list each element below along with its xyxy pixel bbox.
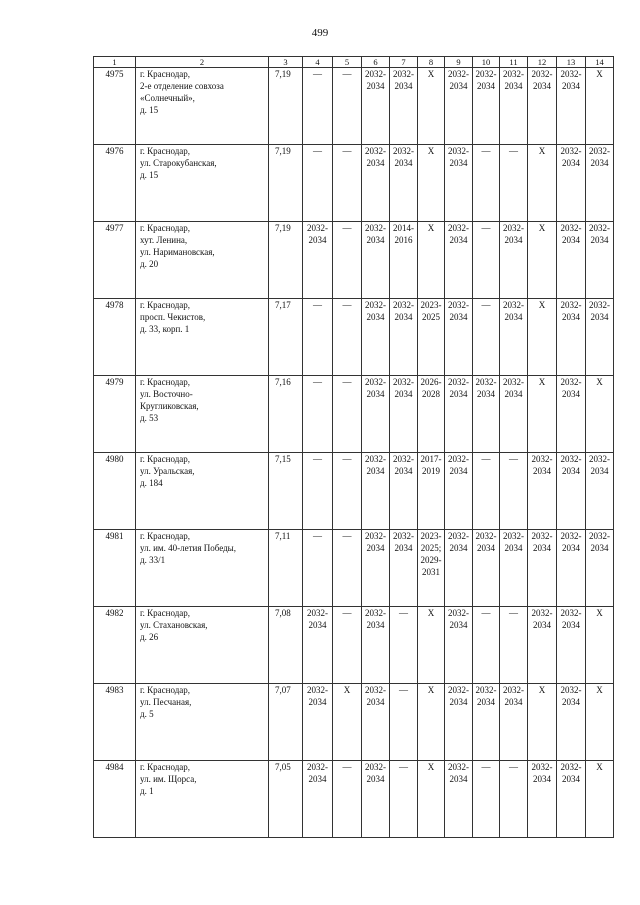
period-cell: — xyxy=(333,761,362,838)
address-cell: г. Краснодар, 2-е отделение совхоза «Солнечный», д. 15 xyxy=(136,68,269,145)
row-number-cell: 4980 xyxy=(94,453,136,530)
table-header-row xyxy=(94,57,614,68)
column-header: 7 xyxy=(390,57,418,68)
period-cell: 2032- 2034 xyxy=(557,530,586,607)
period-cell: 2032- 2034 xyxy=(445,222,473,299)
period-cell: 2032- 2034 xyxy=(586,222,614,299)
period-cell: X xyxy=(418,68,445,145)
period-cell: 2032- 2034 xyxy=(445,453,473,530)
period-cell: 2032- 2034 xyxy=(528,530,557,607)
row-number-cell: 4984 xyxy=(94,761,136,838)
period-cell: 2032- 2034 xyxy=(362,453,390,530)
address-cell: г. Краснодар, просп. Чекистов, д. 33, корп. 1 xyxy=(136,299,269,376)
period-cell: — xyxy=(333,68,362,145)
column-header: 2 xyxy=(136,57,269,68)
period-cell: 2032- 2034 xyxy=(557,376,586,453)
period-cell: — xyxy=(333,607,362,684)
period-cell: 2032- 2034 xyxy=(500,376,528,453)
period-cell: X xyxy=(586,684,614,761)
table-body xyxy=(94,68,614,838)
row-number-cell: 4981 xyxy=(94,530,136,607)
period-cell: X xyxy=(528,222,557,299)
period-cell: — xyxy=(500,453,528,530)
period-cell: X xyxy=(418,222,445,299)
period-cell: — xyxy=(500,607,528,684)
period-cell: — xyxy=(303,453,333,530)
period-cell: 2032- 2034 xyxy=(586,299,614,376)
area-cell: 7,19 xyxy=(269,68,303,145)
period-cell: 2032- 2034 xyxy=(500,68,528,145)
period-cell: X xyxy=(586,376,614,453)
period-cell: — xyxy=(303,68,333,145)
table-row xyxy=(94,684,614,761)
period-cell: — xyxy=(500,761,528,838)
area-cell: 7,17 xyxy=(269,299,303,376)
period-cell: 2032- 2034 xyxy=(362,222,390,299)
address-cell: г. Краснодар, ул. Уральская, д. 184 xyxy=(136,453,269,530)
period-cell: 2032- 2034 xyxy=(303,684,333,761)
period-cell: 2017- 2019 xyxy=(418,453,445,530)
period-cell: — xyxy=(390,684,418,761)
table-row xyxy=(94,761,614,838)
area-cell: 7,07 xyxy=(269,684,303,761)
table-row xyxy=(94,453,614,530)
column-header: 8 xyxy=(418,57,445,68)
row-number-cell: 4976 xyxy=(94,145,136,222)
period-cell: 2023- 2025; 2029- 2031 xyxy=(418,530,445,607)
period-cell: X xyxy=(418,684,445,761)
period-cell: 2032- 2034 xyxy=(557,607,586,684)
period-cell: — xyxy=(473,222,500,299)
period-cell: X xyxy=(586,68,614,145)
period-cell: 2032- 2034 xyxy=(303,607,333,684)
period-cell: 2032- 2034 xyxy=(586,145,614,222)
period-cell: X xyxy=(418,761,445,838)
period-cell: X xyxy=(528,299,557,376)
table-row xyxy=(94,68,614,145)
period-cell: X xyxy=(528,684,557,761)
period-cell: — xyxy=(473,761,500,838)
column-header: 3 xyxy=(269,57,303,68)
row-number-cell: 4978 xyxy=(94,299,136,376)
column-header: 12 xyxy=(528,57,557,68)
period-cell: 2032- 2034 xyxy=(557,68,586,145)
row-number-cell: 4977 xyxy=(94,222,136,299)
period-cell: 2023- 2025 xyxy=(418,299,445,376)
column-header: 5 xyxy=(333,57,362,68)
period-cell: — xyxy=(333,145,362,222)
area-cell: 7,19 xyxy=(269,145,303,222)
period-cell: 2032- 2034 xyxy=(557,222,586,299)
column-header: 6 xyxy=(362,57,390,68)
registry-table xyxy=(93,56,614,838)
period-cell: 2032- 2034 xyxy=(586,530,614,607)
period-cell: X xyxy=(418,607,445,684)
row-number-cell: 4975 xyxy=(94,68,136,145)
column-header: 14 xyxy=(586,57,614,68)
period-cell: 2032- 2034 xyxy=(445,299,473,376)
period-cell: — xyxy=(333,530,362,607)
column-header: 11 xyxy=(500,57,528,68)
address-cell: г. Краснодар, ул. Восточно- Кругликовская, д. 53 xyxy=(136,376,269,453)
period-cell: 2032- 2034 xyxy=(390,530,418,607)
column-header: 13 xyxy=(557,57,586,68)
period-cell: 2032- 2034 xyxy=(445,530,473,607)
period-cell: X xyxy=(586,607,614,684)
period-cell: 2032- 2034 xyxy=(390,145,418,222)
period-cell: — xyxy=(473,145,500,222)
period-cell: 2032- 2034 xyxy=(445,761,473,838)
period-cell: 2032- 2034 xyxy=(445,376,473,453)
row-number-cell: 4982 xyxy=(94,607,136,684)
period-cell: 2032- 2034 xyxy=(303,222,333,299)
area-cell: 7,11 xyxy=(269,530,303,607)
area-cell: 7,16 xyxy=(269,376,303,453)
table-row xyxy=(94,222,614,299)
period-cell: 2032- 2034 xyxy=(473,684,500,761)
area-cell: 7,15 xyxy=(269,453,303,530)
column-header: 4 xyxy=(303,57,333,68)
period-cell: 2032- 2034 xyxy=(362,145,390,222)
period-cell: 2032- 2034 xyxy=(445,68,473,145)
period-cell: 2032- 2034 xyxy=(473,68,500,145)
period-cell: 2032- 2034 xyxy=(528,68,557,145)
period-cell: — xyxy=(303,299,333,376)
period-cell: 2032- 2034 xyxy=(557,684,586,761)
row-number-cell: 4979 xyxy=(94,376,136,453)
period-cell: — xyxy=(303,376,333,453)
table-row xyxy=(94,607,614,684)
period-cell: 2032- 2034 xyxy=(586,453,614,530)
period-cell: 2032- 2034 xyxy=(500,222,528,299)
period-cell: 2032- 2034 xyxy=(362,684,390,761)
column-header: 10 xyxy=(473,57,500,68)
period-cell: 2032- 2034 xyxy=(500,299,528,376)
period-cell: X xyxy=(528,376,557,453)
period-cell: 2032- 2034 xyxy=(557,761,586,838)
period-cell: 2032- 2034 xyxy=(390,376,418,453)
area-cell: 7,19 xyxy=(269,222,303,299)
address-cell: г. Краснодар, ул. Песчаная, д. 5 xyxy=(136,684,269,761)
address-cell: г. Краснодар, ул. им. 40-летия Победы, д. 33/1 xyxy=(136,530,269,607)
period-cell: 2032- 2034 xyxy=(445,145,473,222)
table-row xyxy=(94,299,614,376)
period-cell: — xyxy=(303,145,333,222)
period-cell: 2032- 2034 xyxy=(528,453,557,530)
period-cell: 2032- 2034 xyxy=(557,453,586,530)
period-cell: X xyxy=(418,145,445,222)
period-cell: — xyxy=(333,222,362,299)
area-cell: 7,05 xyxy=(269,761,303,838)
period-cell: 2032- 2034 xyxy=(500,684,528,761)
address-cell: г. Краснодар, хут. Ленина, ул. Наримановская, д. 20 xyxy=(136,222,269,299)
address-cell: г. Краснодар, ул. Старокубанская, д. 15 xyxy=(136,145,269,222)
period-cell: 2032- 2034 xyxy=(557,145,586,222)
period-cell: 2032- 2034 xyxy=(303,761,333,838)
period-cell: 2032- 2034 xyxy=(362,68,390,145)
column-header: 1 xyxy=(94,57,136,68)
period-cell: 2032- 2034 xyxy=(445,607,473,684)
period-cell: X xyxy=(586,761,614,838)
table-row xyxy=(94,145,614,222)
period-cell: — xyxy=(333,299,362,376)
period-cell: X xyxy=(333,684,362,761)
period-cell: — xyxy=(303,530,333,607)
period-cell: — xyxy=(500,145,528,222)
table-row xyxy=(94,376,614,453)
period-cell: 2032- 2034 xyxy=(473,376,500,453)
period-cell: X xyxy=(528,145,557,222)
address-cell: г. Краснодар, ул. Стахановская, д. 26 xyxy=(136,607,269,684)
period-cell: 2032- 2034 xyxy=(445,684,473,761)
address-cell: г. Краснодар, ул. им. Щорса, д. 1 xyxy=(136,761,269,838)
period-cell: 2032- 2034 xyxy=(362,607,390,684)
row-number-cell: 4983 xyxy=(94,684,136,761)
period-cell: 2032- 2034 xyxy=(390,68,418,145)
period-cell: 2014- 2016 xyxy=(390,222,418,299)
period-cell: — xyxy=(333,453,362,530)
period-cell: 2032- 2034 xyxy=(528,607,557,684)
period-cell: 2032- 2034 xyxy=(390,299,418,376)
period-cell: — xyxy=(390,607,418,684)
period-cell: 2032- 2034 xyxy=(528,761,557,838)
page-number: 499 xyxy=(311,27,329,39)
period-cell: 2032- 2034 xyxy=(557,299,586,376)
column-header: 9 xyxy=(445,57,473,68)
period-cell: — xyxy=(333,376,362,453)
period-cell: — xyxy=(390,761,418,838)
period-cell: 2032- 2034 xyxy=(473,530,500,607)
period-cell: 2032- 2034 xyxy=(362,761,390,838)
period-cell: 2032- 2034 xyxy=(500,530,528,607)
period-cell: — xyxy=(473,299,500,376)
period-cell: 2032- 2034 xyxy=(362,530,390,607)
period-cell: — xyxy=(473,453,500,530)
period-cell: 2032- 2034 xyxy=(362,299,390,376)
period-cell: 2026- 2028 xyxy=(418,376,445,453)
period-cell: 2032- 2034 xyxy=(362,376,390,453)
table-row xyxy=(94,530,614,607)
period-cell: 2032- 2034 xyxy=(390,453,418,530)
area-cell: 7,08 xyxy=(269,607,303,684)
period-cell: — xyxy=(473,607,500,684)
